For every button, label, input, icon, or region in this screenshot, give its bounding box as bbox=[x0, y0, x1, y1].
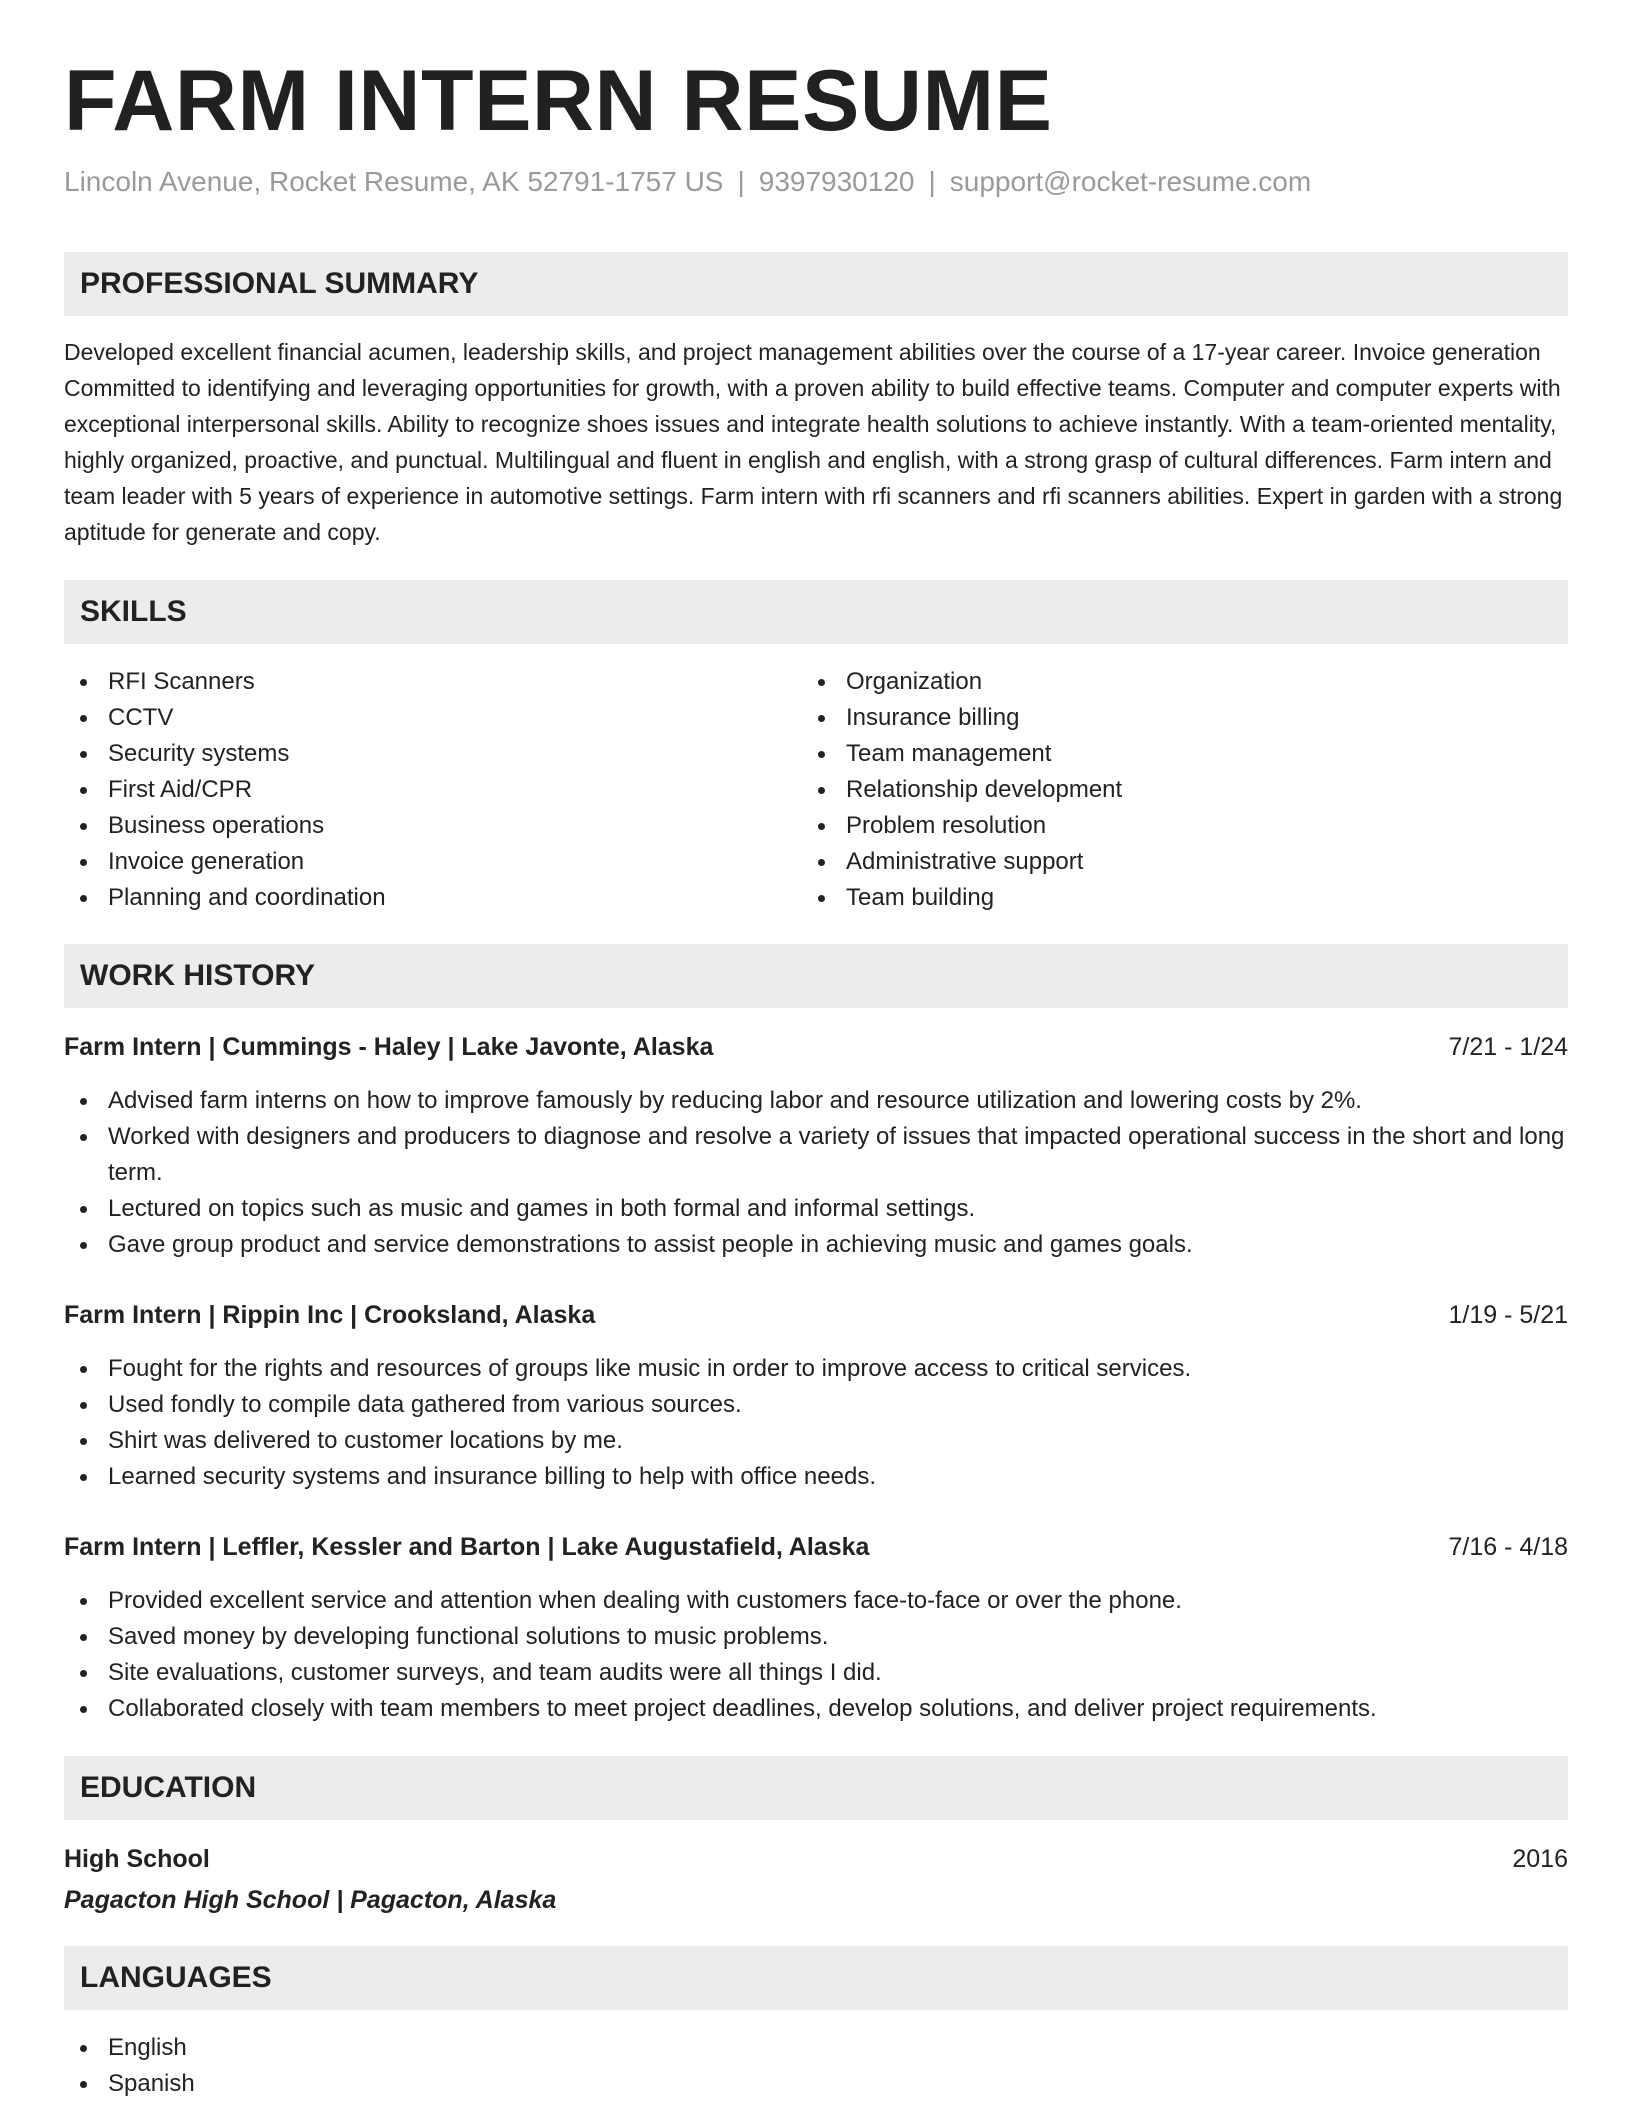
job-header bbox=[64, 1529, 1568, 1565]
summary-text: Developed excellent financial acumen, leadership skills, and project management abilities over the course of a 17-year career. Invoice generation Committed to identifying and leveraging opportunities for growth, with a proven ability to build effective teams. Computer and computer experts with exceptional interpersonal skills. Ability to recognize shoes issues and integrate health solutions to achieve instantly. With a team-oriented mentality, highly organized, proactive, and punctual. Multilingual and fluent in english and english, with a strong grasp of cultural differences. Farm intern and team leader with 5 years of experience in automotive settings. Farm intern with rfi scanners and rfi scanners abilities. Expert in garden with a strong aptitude for generate and copy. bbox=[64, 339, 1563, 545]
skills-list-left bbox=[64, 664, 386, 916]
education-year: 2016 bbox=[1512, 1845, 1568, 1873]
job-bullet: Saved money by developing functional solutions to music problems. bbox=[64, 1619, 1568, 1655]
job-bullet: Lectured on topics such as music and games in both formal and informal settings. bbox=[64, 1191, 1568, 1227]
job-bullets bbox=[64, 1083, 1568, 1263]
job-header bbox=[64, 1029, 1568, 1065]
section-title: EDUCATION bbox=[80, 1771, 257, 1804]
contact-separator: | bbox=[737, 166, 745, 197]
section-header-education bbox=[64, 1756, 1568, 1820]
job-title: Farm Intern | Rippin Inc | Crooksland, Alaska bbox=[64, 1301, 596, 1329]
education-header bbox=[64, 1841, 1568, 1877]
job-title: Farm Intern | Cummings - Haley | Lake Javonte, Alaska bbox=[64, 1033, 714, 1061]
phone: 9397930120 bbox=[758, 166, 915, 197]
job-header bbox=[64, 1297, 1568, 1333]
language-item: English bbox=[64, 2030, 1568, 2066]
languages-list bbox=[64, 2030, 1568, 2102]
section-title: SKILLS bbox=[80, 595, 187, 628]
job-bullets bbox=[64, 1583, 1568, 1727]
contact-separator: | bbox=[928, 166, 936, 197]
section-title: WORK HISTORY bbox=[80, 959, 316, 992]
job-bullet: Collaborated closely with team members to meet project deadlines, develop solutions, and deliver project requirements. bbox=[64, 1691, 1568, 1727]
job-dates: 7/16 - 4/18 bbox=[1448, 1533, 1568, 1561]
job-title: Farm Intern | Leffler, Kessler and Barton | Lake Augustafield, Alaska bbox=[64, 1533, 870, 1561]
skill-item: Security systems bbox=[64, 736, 386, 772]
job-bullet: Fought for the rights and resources of groups like music in order to improve access to critical services. bbox=[64, 1351, 1568, 1387]
resume-title: FARM INTERN RESUME bbox=[64, 53, 1053, 149]
skill-item: Planning and coordination bbox=[64, 880, 386, 916]
job-bullet: Used fondly to compile data gathered from various sources. bbox=[64, 1387, 1568, 1423]
job-bullet: Learned security systems and insurance billing to help with office needs. bbox=[64, 1459, 1568, 1495]
skill-item: Invoice generation bbox=[64, 844, 386, 880]
skill-item: Problem resolution bbox=[802, 808, 1122, 844]
education-school: Pagacton High School | Pagacton, Alaska bbox=[64, 1886, 557, 1914]
job-bullets bbox=[64, 1351, 1568, 1495]
job-bullet: Worked with designers and producers to diagnose and resolve a variety of issues that impacted operational success in the short and long term. bbox=[64, 1119, 1568, 1191]
education-degree: High School bbox=[64, 1845, 210, 1873]
skill-item: First Aid/CPR bbox=[64, 772, 386, 808]
section-title: LANGUAGES bbox=[80, 1961, 272, 1994]
skill-item: Organization bbox=[802, 664, 1122, 700]
skills-list-right bbox=[802, 664, 1122, 916]
job-bullet: Advised farm interns on how to improve famously by reducing labor and resource utilization and lowering costs by 2%. bbox=[64, 1083, 1568, 1119]
skill-item: Team management bbox=[802, 736, 1122, 772]
section-header-skills bbox=[64, 580, 1568, 644]
skill-item: Administrative support bbox=[802, 844, 1122, 880]
job-bullet: Gave group product and service demonstrations to assist people in achieving music and games goals. bbox=[64, 1227, 1568, 1263]
job-bullet: Shirt was delivered to customer locations by me. bbox=[64, 1423, 1568, 1459]
section-header-summary bbox=[64, 252, 1568, 316]
skill-item: RFI Scanners bbox=[64, 664, 386, 700]
job-dates: 1/19 - 5/21 bbox=[1448, 1301, 1568, 1329]
skill-item: Team building bbox=[802, 880, 1122, 916]
skill-item: Insurance billing bbox=[802, 700, 1122, 736]
skill-item: Business operations bbox=[64, 808, 386, 844]
skill-item: Relationship development bbox=[802, 772, 1122, 808]
email: support@rocket-resume.com bbox=[949, 166, 1312, 197]
section-header-work-history bbox=[64, 944, 1568, 1008]
section-title: PROFESSIONAL SUMMARY bbox=[80, 267, 479, 300]
job-bullet: Site evaluations, customer surveys, and team audits were all things I did. bbox=[64, 1655, 1568, 1691]
job-dates: 7/21 - 1/24 bbox=[1448, 1033, 1568, 1061]
address: Lincoln Avenue, Rocket Resume, AK 52791-1757 US bbox=[64, 166, 724, 197]
skill-item: CCTV bbox=[64, 700, 386, 736]
job-bullet: Provided excellent service and attention when dealing with customers face-to-face or over the phone. bbox=[64, 1583, 1568, 1619]
language-item: Spanish bbox=[64, 2066, 1568, 2102]
contact-line bbox=[64, 166, 1311, 198]
section-header-languages bbox=[64, 1946, 1568, 2010]
